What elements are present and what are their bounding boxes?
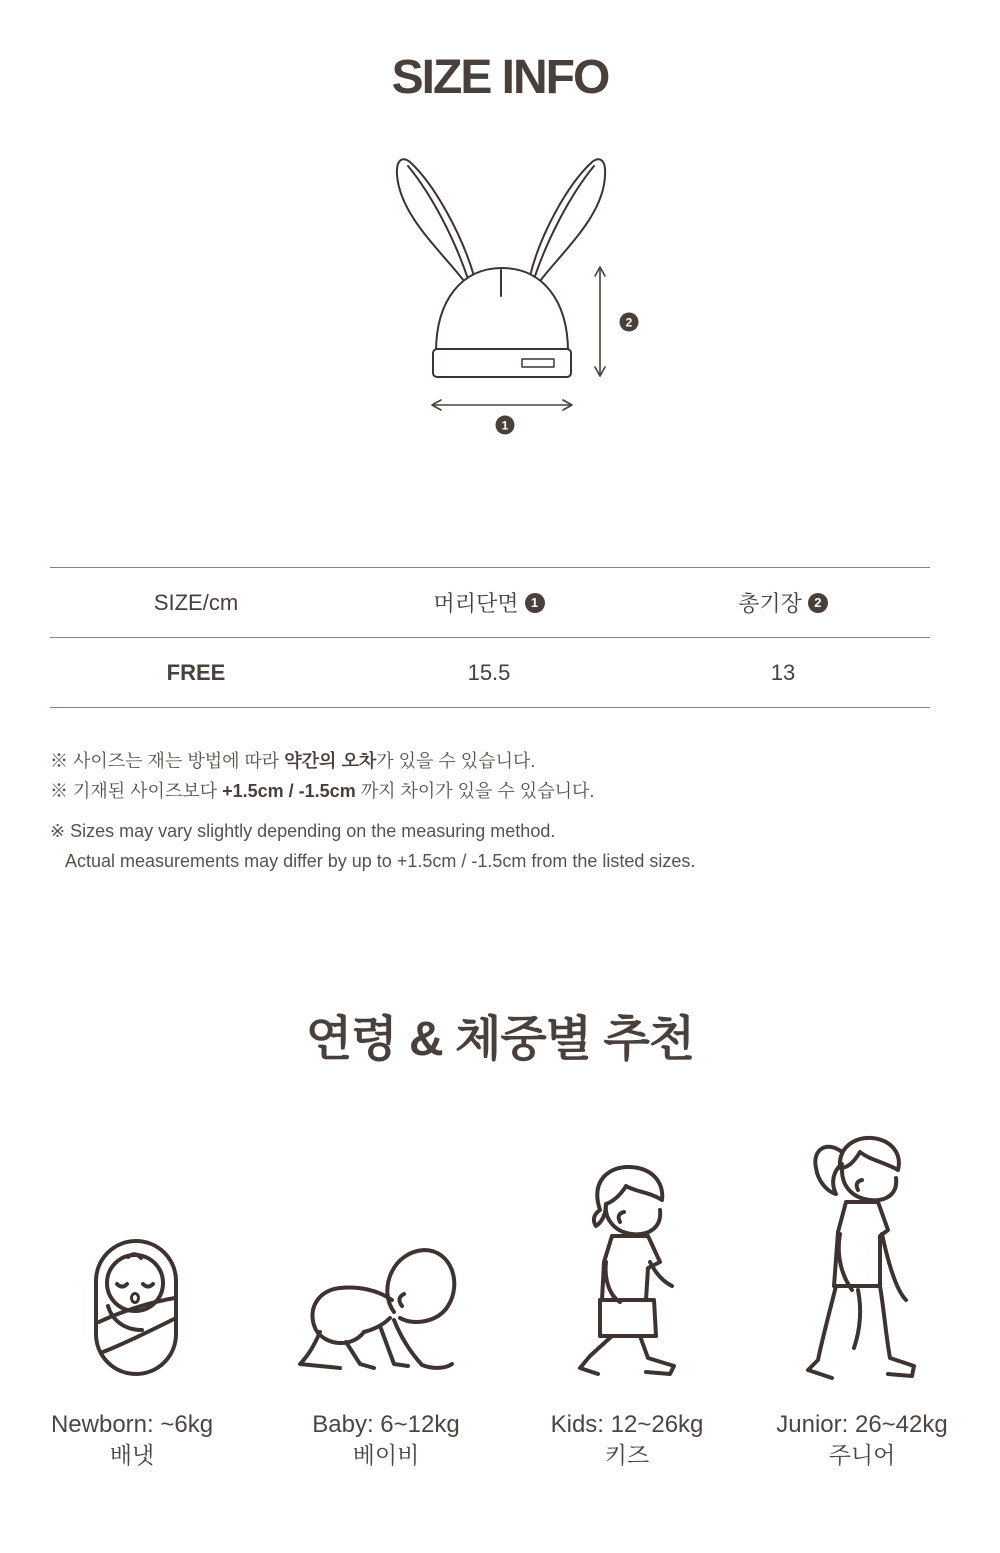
walking-kid-icon — [570, 1160, 685, 1385]
length-marker-number: 2 — [625, 315, 633, 330]
header-head-width — [342, 568, 636, 637]
recommendation-title: 연령 & 체중별 추천 — [305, 1013, 695, 1066]
width-marker — [496, 416, 515, 435]
group-junior-label: Junior: 26~42kg — [776, 1411, 948, 1438]
note-ko-2-pre: ※ 기재된 사이즈보다 — [50, 781, 223, 801]
note-en-2: Actual measurements may differ by up to +1.5cm / -1.5cm from the listed sizes. — [65, 851, 696, 871]
group-newborn — [12, 1409, 252, 1469]
group-junior-label-ko: 주니어 — [828, 1442, 896, 1468]
group-baby-label-ko: 베이비 — [352, 1442, 420, 1468]
row-total-length-cell: 13 — [770, 659, 796, 685]
group-newborn-label-ko: 배냇 — [109, 1442, 155, 1468]
header-size-cm-label: SIZE/cm — [153, 589, 239, 615]
note-en-1: ※ Sizes may vary slightly depending on the measuring method. — [50, 821, 556, 841]
note-ko-1-bold: 약간의 오차 — [284, 751, 377, 771]
group-junior — [742, 1409, 982, 1469]
note-ko-1-pre: ※ 사이즈는 재는 방법에 따라 — [50, 751, 285, 771]
table-row — [50, 638, 930, 708]
row-head-width-cell: 15.5 — [467, 659, 511, 685]
length-marker — [620, 313, 639, 332]
note-ko-2 — [50, 779, 594, 803]
right-ear — [530, 159, 605, 281]
hat-brim — [433, 349, 571, 377]
crawling-baby-icon — [290, 1240, 465, 1380]
note-ko-2-post: 까지 차이가 있을 수 있습니다. — [355, 781, 595, 801]
group-kids-label-ko: 키즈 — [604, 1442, 650, 1468]
bunny-ear-hat-icon — [397, 159, 605, 377]
group-kids-label: Kids: 12~26kg — [550, 1411, 704, 1438]
size-table-header-row — [50, 568, 930, 638]
header-head-width-label: 머리단면 — [433, 591, 519, 616]
group-baby-label: Baby: 6~12kg — [312, 1411, 460, 1438]
swaddled-newborn-icon — [85, 1230, 185, 1385]
header-total-length — [636, 568, 930, 637]
size-info-title: SIZE INFO — [391, 51, 609, 104]
walking-junior-girl-icon — [800, 1130, 925, 1385]
group-baby — [266, 1409, 506, 1469]
group-kids — [507, 1409, 747, 1469]
note-ko-2-bold: +1.5cm / -1.5cm — [222, 781, 356, 801]
row-size-cell: FREE — [166, 659, 226, 685]
header-total-length-label: 총기장 — [738, 591, 802, 616]
width-marker-number: 1 — [501, 418, 509, 433]
note-ko-1-post: 가 있을 수 있습니다. — [376, 751, 536, 771]
hat-size-diagram — [0, 0, 1000, 460]
length-arrow — [595, 267, 605, 376]
note-ko-1 — [50, 749, 535, 773]
size-table — [50, 567, 930, 708]
header-total-length-badge: 2 — [808, 593, 828, 613]
header-size-cm — [50, 568, 342, 637]
group-newborn-label: Newborn: ~6kg — [50, 1411, 214, 1438]
header-head-width-badge: 1 — [525, 593, 545, 613]
width-arrow — [432, 400, 572, 410]
